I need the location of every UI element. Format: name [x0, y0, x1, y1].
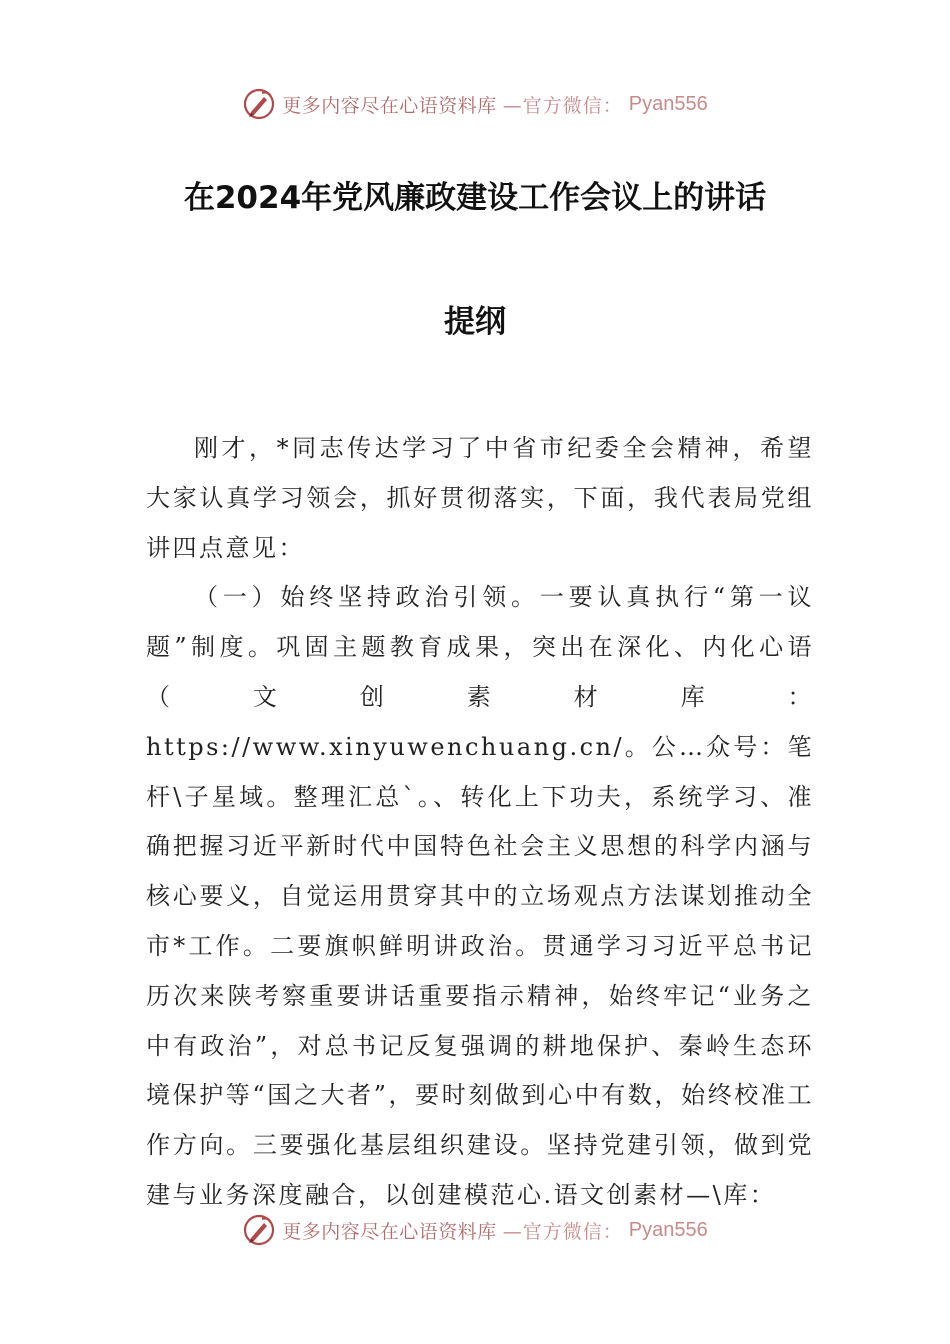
- header-brand-text: 更多内容尽在心语资料库: [282, 94, 497, 117]
- header-watermark-banner: [0, 82, 950, 126]
- footer-wechat-label: —官方微信：: [502, 1220, 623, 1243]
- footer-brand-text: 更多内容尽在心语资料库: [282, 1220, 497, 1243]
- header-wechat-id: Pyan556: [628, 92, 708, 115]
- paragraph-section-one: （一）始终坚持政治引领。一要认真执行“第一议题”制度。巩固主题教育成果，突出在深化、内化心语（文创素材库：https://www.xinyuwenchuang.cn/。公…众号：笔杆\子星域。整理汇总`。、转化上下功夫，系统学习、准确把握习近平新时代中国特色社会主义思想的科学内涵与核心要义，自觉运用贯穿其中的立场观点方法谋划推动全市*工作。二要旗帜鲜明讲政治。贯通学习习近平总书记历次来陕考察重要讲话重要指示精神，始终牢记“业务之中有政治”，对总书记反复强调的耕地保护、秦岭生态环境保护等“国之大者”，要时刻做到心中有数，始终校准工作方向。三要强化基层组织建设。坚持党建引领，做到党建与业务深度融合，以创建模范心.语文创素材—\库：: [146, 583, 814, 1209]
- pen-logo-icon: [242, 1213, 276, 1247]
- paragraph-intro: 刚才，*同志传达学习了中省市纪委全会精神，希望大家认真学习领会，抓好贯彻落实，下面，我代表局党组讲四点意见：: [146, 434, 814, 562]
- pen-logo-icon: [242, 87, 276, 121]
- footer-watermark-banner: [0, 1208, 950, 1252]
- document-title-line1: 在2024年党风廉政建设工作会议上的讲话: [183, 180, 767, 216]
- document-title-line2: 提纲: [444, 304, 506, 340]
- header-wechat-label: —官方微信：: [502, 94, 623, 117]
- document-body: [146, 424, 814, 1221]
- footer-wechat-id: Pyan556: [628, 1218, 708, 1241]
